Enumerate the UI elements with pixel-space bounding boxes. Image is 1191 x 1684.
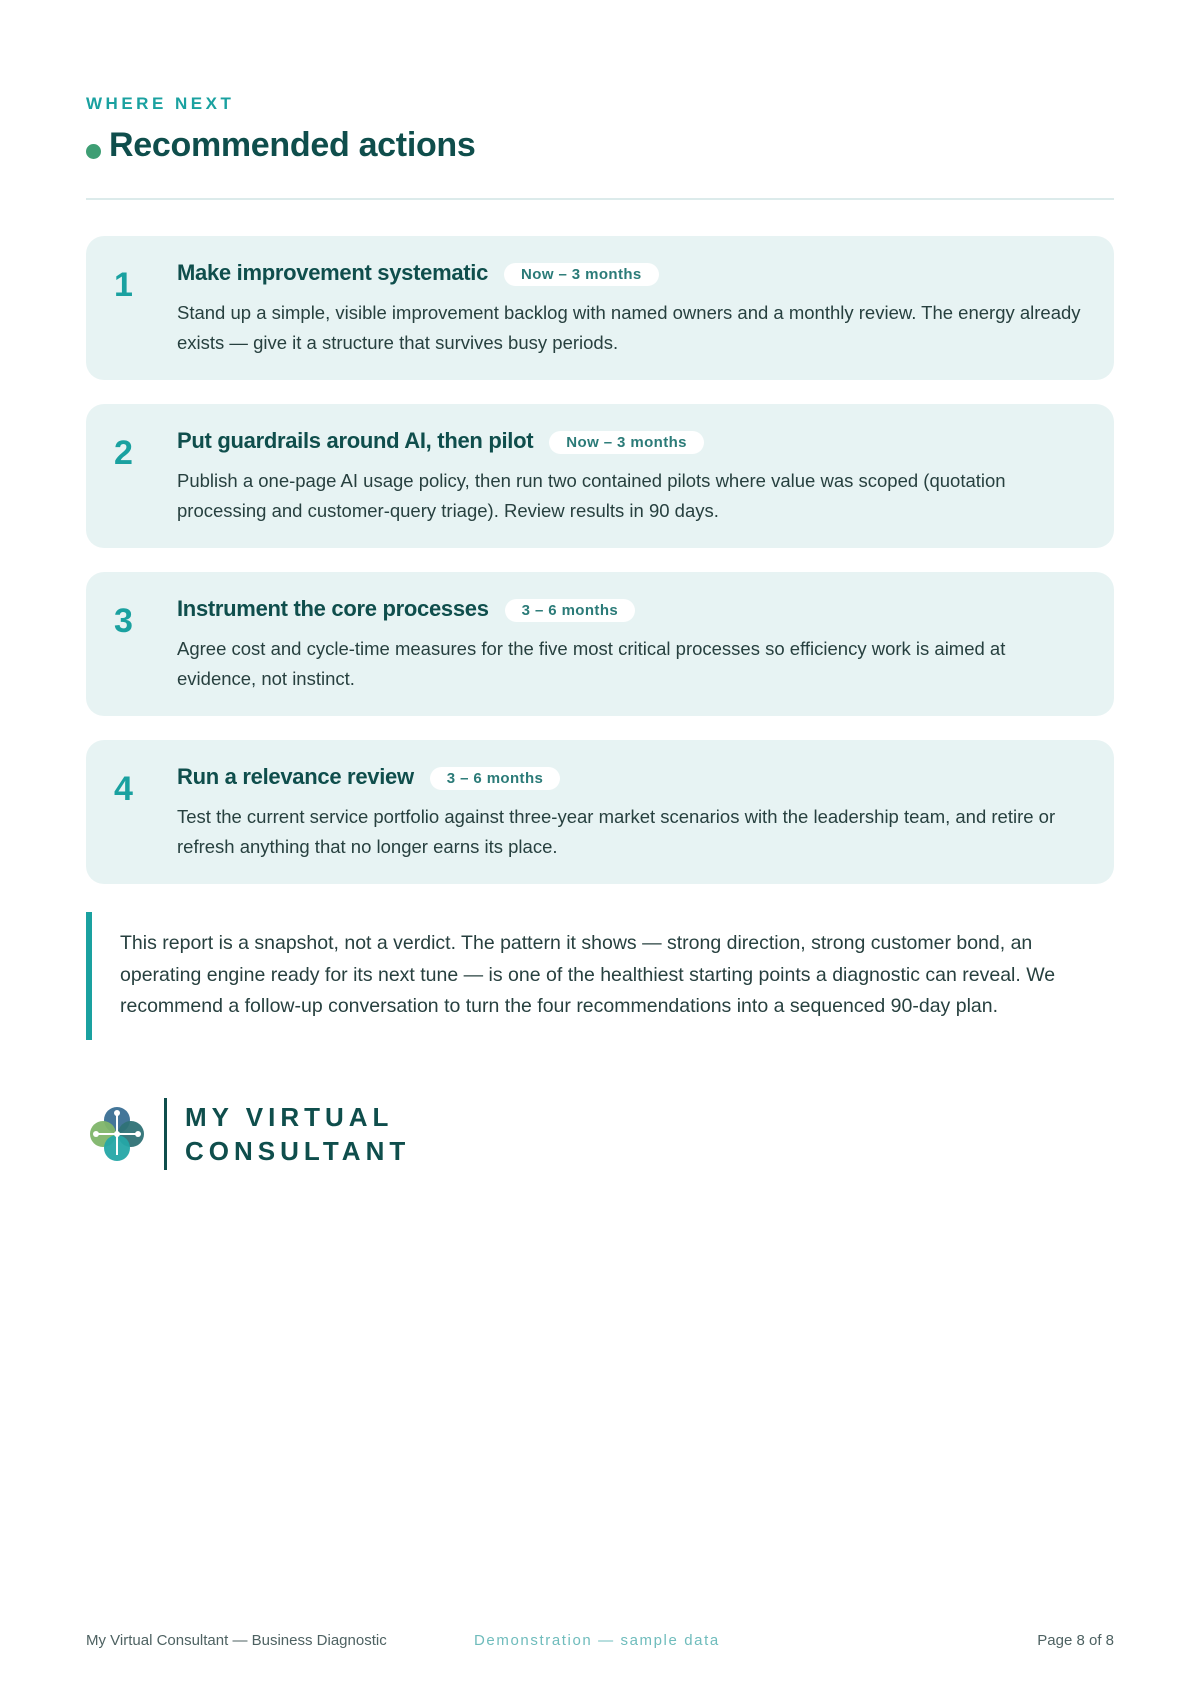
action-card: [86, 236, 1114, 380]
action-title: Instrument the core processes: [177, 596, 489, 621]
footer-watermark-note: Demonstration — sample data: [474, 1632, 720, 1649]
action-description: Stand up a simple, visible improvement backlog with named owners and a monthly review. The energy already exists — give it a structure that survives busy periods.: [177, 302, 1081, 353]
logo-wordmark: [185, 1100, 410, 1168]
page-title: Recommended actions: [109, 126, 476, 164]
action-title: Put guardrails around AI, then pilot: [177, 428, 534, 453]
timeframe-badge: 3 – 6 months: [430, 767, 561, 790]
action-title: Run a relevance review: [177, 764, 414, 789]
footer-page-number: Page 8 of 8: [1037, 1632, 1114, 1649]
closing-quote: [86, 912, 1114, 1040]
action-number: 2: [114, 434, 133, 472]
action-header: [177, 428, 704, 454]
action-number: 1: [114, 266, 133, 304]
action-card: [86, 740, 1114, 884]
action-description: Test the current service portfolio against three-year market scenarios with the leadership team, and retire or refresh anything that no longer earns its place.: [177, 806, 1056, 857]
action-description: Publish a one-page AI usage policy, then run two contained pilots where value was scoped (quotation processing and customer-query triage). Review results in 90 days.: [177, 470, 1006, 521]
logo-line-2: CONSULTANT: [185, 1136, 411, 1166]
timeframe-badge: Now – 3 months: [504, 263, 659, 286]
timeframe-badge: 3 – 6 months: [505, 599, 636, 622]
divider: [86, 198, 1114, 200]
action-number: 3: [114, 602, 133, 640]
action-header: [177, 764, 560, 790]
action-card: [86, 572, 1114, 716]
action-title: Make improvement systematic: [177, 260, 489, 285]
bullet-dot-icon: [86, 144, 101, 159]
footer-document-title: My Virtual Consultant — Business Diagnostic: [86, 1632, 387, 1649]
section-eyebrow: WHERE NEXT: [86, 94, 235, 113]
action-number: 4: [114, 770, 133, 808]
page-title-row: [86, 126, 476, 165]
action-description: Agree cost and cycle-time measures for the five most critical processes so efficiency work is aimed at evidence, not instinct.: [177, 638, 1006, 689]
actions-list: [86, 236, 1114, 908]
page: [86, 0, 1114, 1684]
clover-network-logo-icon: [86, 1103, 148, 1165]
logo-line-1: MY VIRTUAL: [185, 1102, 394, 1132]
action-header: [177, 260, 659, 286]
brand-logo: [86, 1098, 410, 1170]
action-header: [177, 596, 635, 622]
timeframe-badge: Now – 3 months: [549, 431, 704, 454]
action-card: [86, 404, 1114, 548]
logo-divider: [164, 1098, 167, 1170]
closing-text: This report is a snapshot, not a verdict. The pattern it shows — strong direction, strong customer bond, an operating engine ready for its next tune — is one of the healthiest starting points a diagnostic can reveal. We recommend a follow-up conversation to turn the four recommendations into a sequenced 90-day plan.: [120, 932, 1056, 1017]
